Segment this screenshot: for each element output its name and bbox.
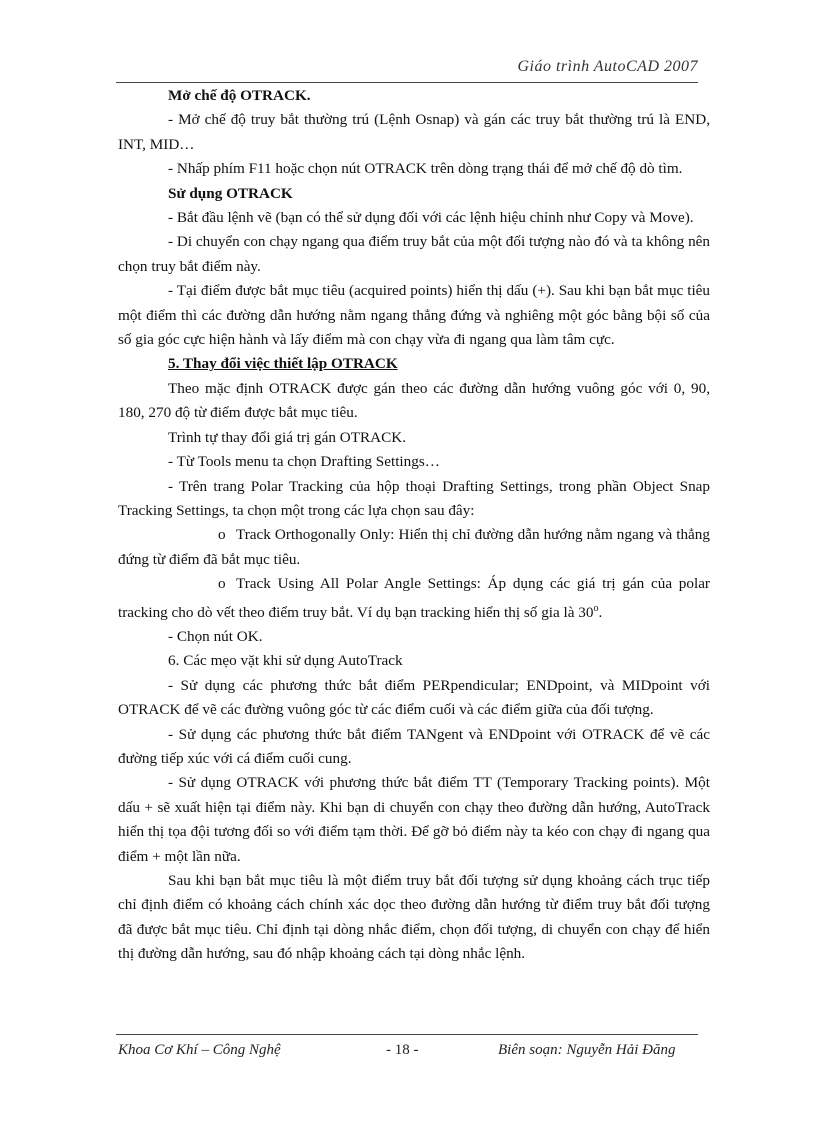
section-heading-use-otrack: Sử dụng OTRACK	[168, 184, 293, 202]
paragraph: Theo mặc định OTRACK được gán theo các đường dẫn hướng vuông góc với 0, 90, 180, 270 độ từ điểm được bắt mục tiêu.	[118, 379, 710, 422]
paragraph: Sau khi bạn bắt mục tiêu là một điểm truy bắt đối tượng sử dụng khoảng cách trục tiếp chỉ định điểm có khoảng cách chính xác dọc theo đường dẫn hướng từ điểm truy bắt đối tượng đã được bắt mục tiêu. Chỉ định tại dòng nhắc điểm, chọn đối tượng, di chuyển con chạy để hiển thị đường dẫn hướng, sau đó nhập khoảng cách tại dòng nhắc lệnh.	[118, 872, 710, 963]
paragraph: - Di chuyển con chạy ngang qua điểm truy bắt của một đối tượng nào đó và ta không nên chọn truy bắt điểm này.	[118, 233, 710, 275]
paragraph: - Sử dụng các phương thức bắt điểm TANgent và ENDpoint với OTRACK để vẽ các đường tiếp xúc với cá điểm cuối cung.	[118, 725, 710, 768]
page-header-title: Giáo trình AutoCAD 2007	[517, 58, 698, 75]
paragraph: - Sử dụng OTRACK với phương thức bắt điểm TT (Temporary Tracking points). Một dấu + sẽ xuất hiện tại điểm này. Khi bạn di chuyển con chạy theo đường dẫn hướng, AutoTrack hiển thị tọa đội tương đối so với điểm tạm thời. Để gỡ bỏ điểm này ta kéo con chạy đi ngang qua điểm + một lần nữa.	[118, 774, 710, 865]
paragraph: - Chọn nút OK.	[168, 628, 263, 645]
header-rule	[116, 82, 698, 83]
section-heading-autotrack-tips: 6. Các mẹo vặt khi sử dụng AutoTrack	[168, 652, 403, 670]
section-heading-change-otrack-settings: 5. Thay đổi việc thiết lập OTRACK	[168, 355, 398, 373]
paragraph: - Bắt đầu lệnh vẽ (bạn có thể sử dụng đối với các lệnh hiệu chỉnh như Copy và Move).	[168, 209, 694, 227]
paragraph: - Tại điểm được bắt mục tiêu (acquired points) hiển thị dấu (+). Sau khi bạn bắt mục tiêu một điểm thì các đường dẫn hướng nằm ngang thẳng đứng và nghiêng một góc bằng bội số của số gia góc cực hiện hành và lấy điểm mà con chạy vừa đi ngang qua làm tâm cực.	[118, 282, 710, 349]
paragraph: - Từ Tools menu ta chọn Drafting Settings…	[168, 453, 440, 471]
page-content	[118, 84, 710, 967]
paragraph: - Sử dụng các phương thức bắt điểm PERpendicular; ENDpoint, và MIDpoint với OTRACK để vẽ các đường vuông góc từ các điểm cuối và các điểm giữa của đối tượng.	[118, 676, 710, 719]
paragraph: - Nhấp phím F11 hoặc chọn nút OTRACK trên dòng trạng thái để mở chế độ dò tìm.	[168, 160, 683, 178]
bullet-text: Track Using All Polar Angle Settings: Áp dụng các giá trị gán của polar tracking cho dò vết theo điểm truy bắt. Ví dụ bạn tracking hiển thị số gia là 30	[118, 575, 710, 621]
bullet-marker: o	[218, 526, 226, 544]
page-number: - 18 -	[386, 1042, 419, 1058]
bullet-marker: o	[218, 575, 226, 593]
section-heading-enable-otrack: Mở chế độ OTRACK.	[168, 87, 311, 104]
bullet-item	[118, 572, 710, 625]
bullet-text: Track Orthogonally Only: Hiển thị chỉ đường dẫn hướng nằm ngang và thẳng đứng từ điểm đã bắt mục tiêu.	[118, 526, 710, 568]
bullet-item	[118, 523, 710, 572]
paragraph: - Mở chế độ truy bắt thường trú (Lệnh Osnap) và gán các truy bắt thường trú là END, INT, MID…	[118, 111, 710, 153]
paragraph: - Trên trang Polar Tracking của hộp thoại Drafting Settings, trong phần Object Snap Tracking Settings, ta chọn một trong các lựa chọn sau đây:	[118, 477, 710, 519]
period: .	[598, 603, 603, 621]
paragraph: Trình tự thay đổi giá trị gán OTRACK.	[168, 428, 407, 446]
footer-rule	[116, 1034, 698, 1035]
footer-faculty: Khoa Cơ Khí – Công Nghệ	[118, 1042, 281, 1058]
degree-superscript: o	[593, 602, 599, 614]
footer-author: Biên soạn: Nguyễn Hải Đăng	[498, 1042, 676, 1058]
